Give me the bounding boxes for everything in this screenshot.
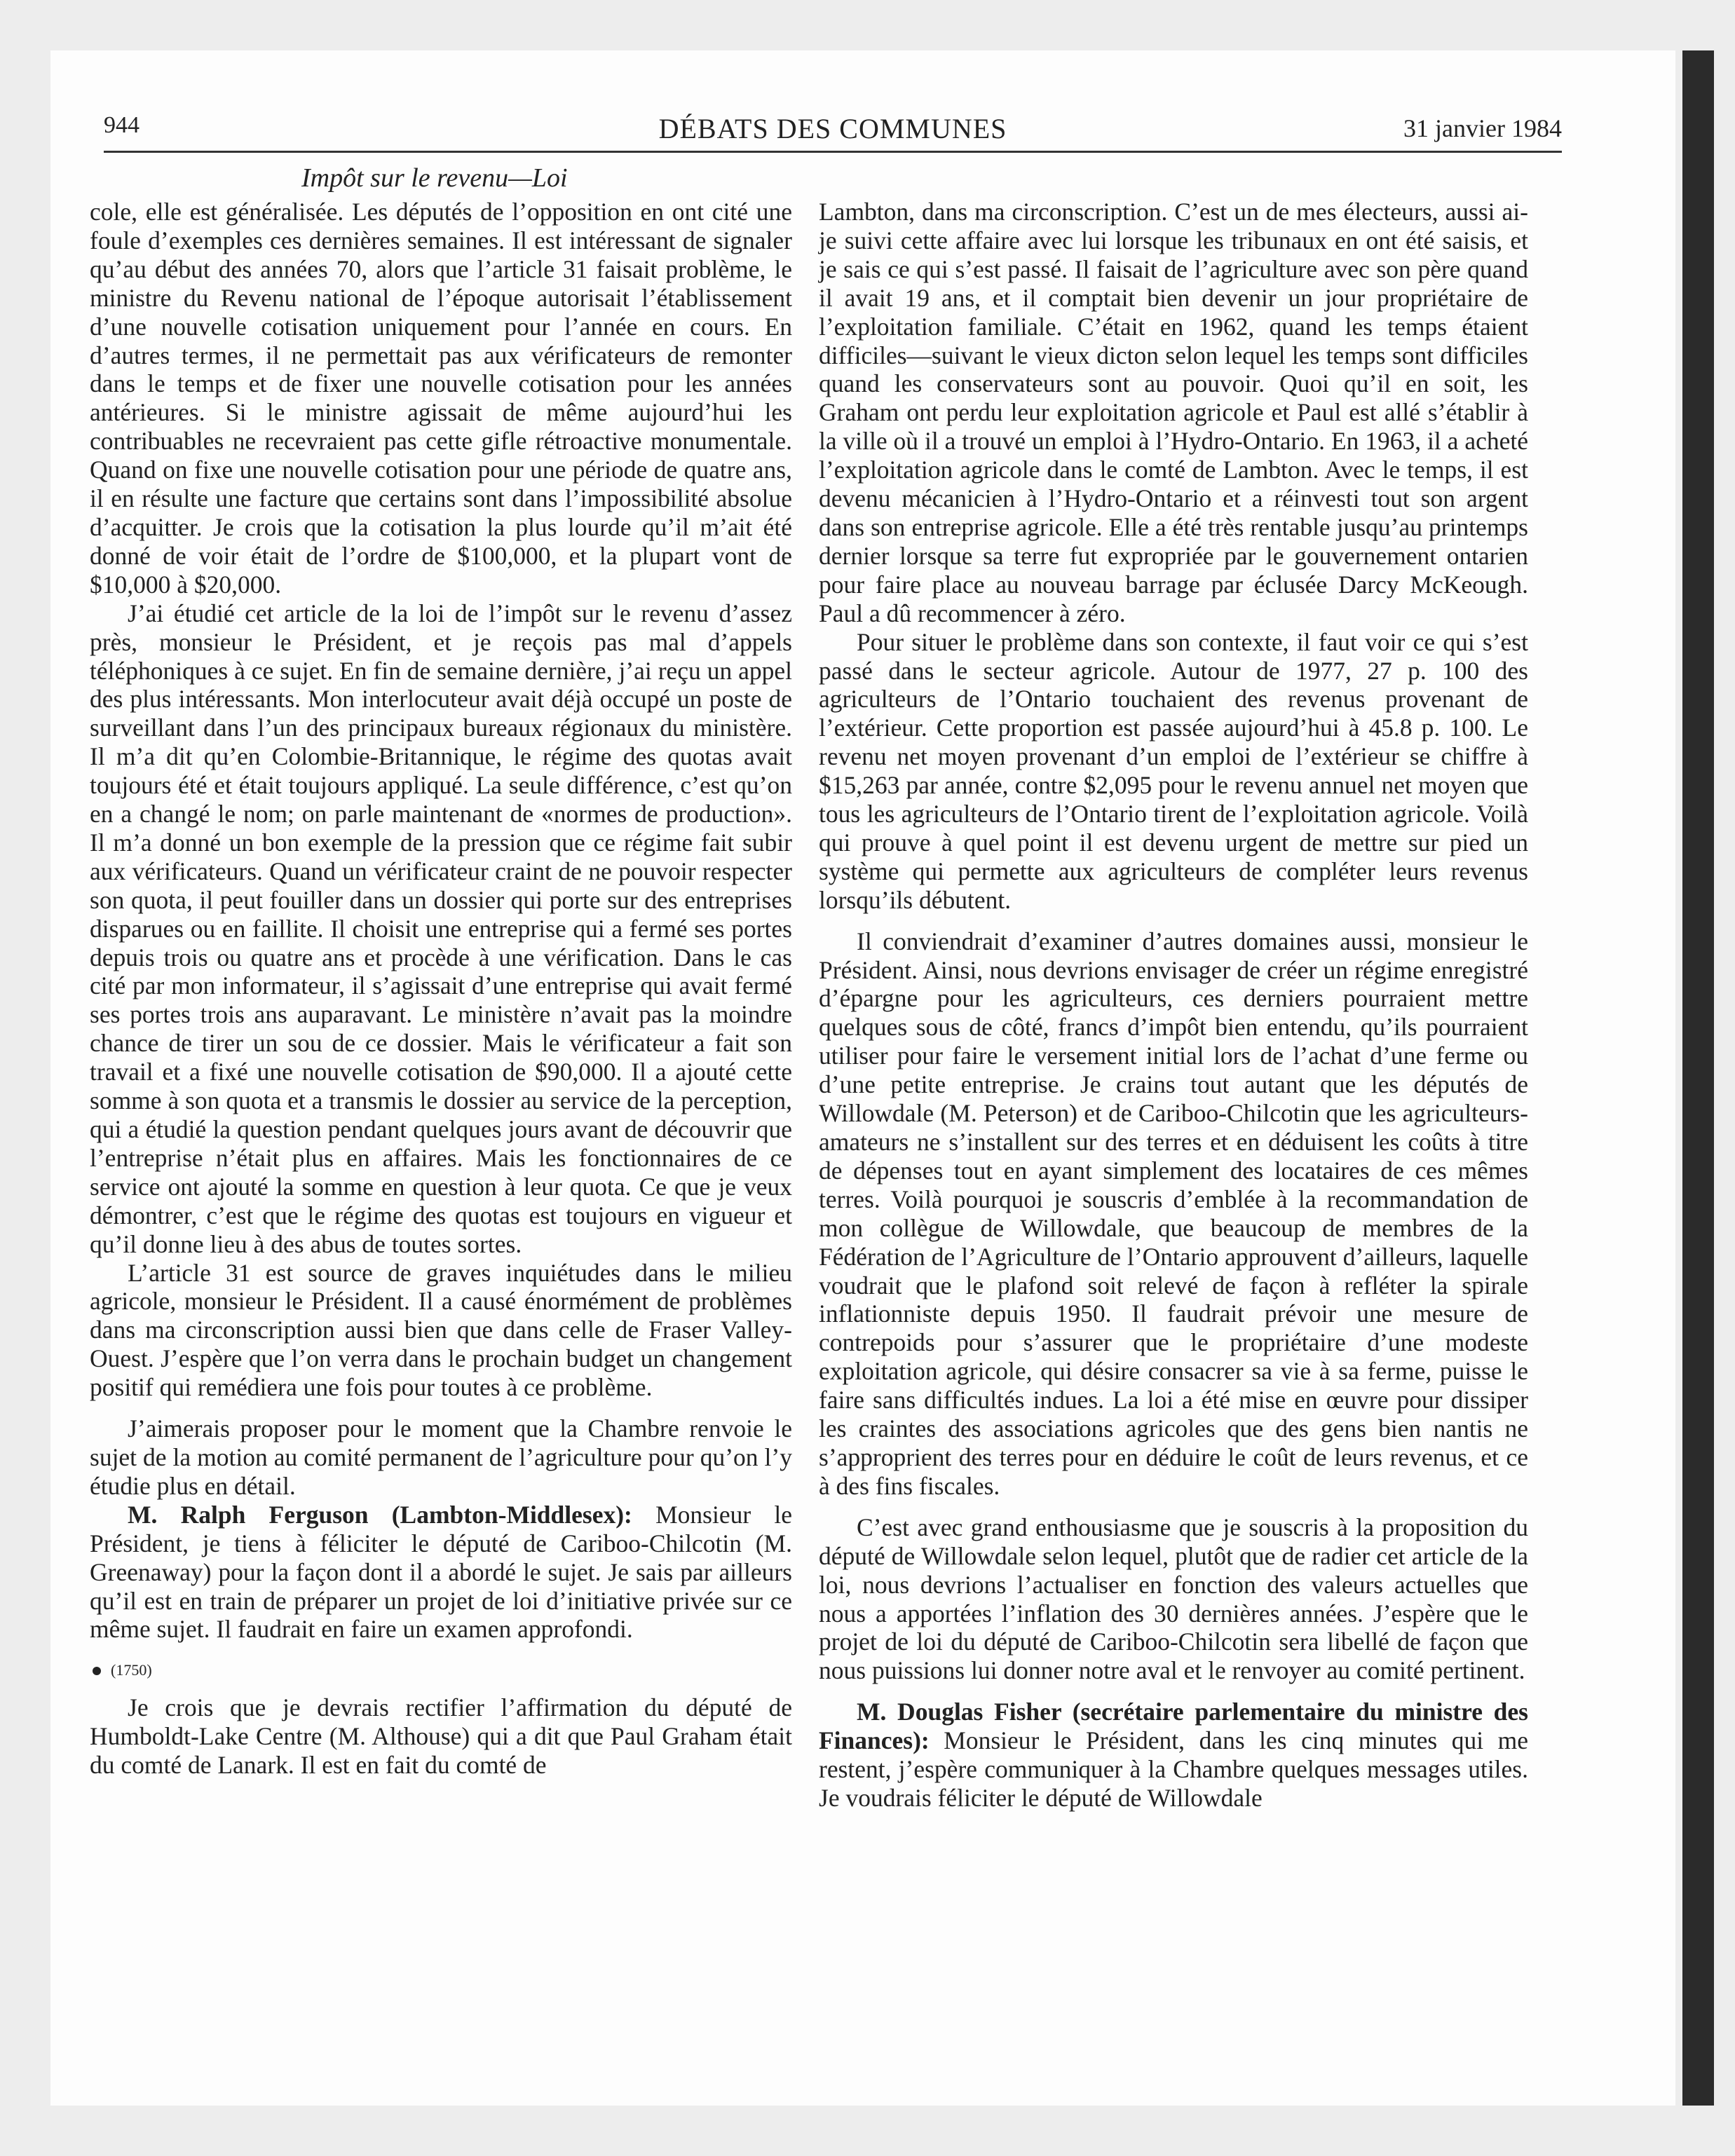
publication-title: DÉBATS DES COMMUNES bbox=[658, 113, 1007, 144]
time-marker-text: (1750) bbox=[111, 1661, 152, 1679]
scan-edge-bar bbox=[1682, 50, 1714, 2106]
paragraph: Pour situer le problème dans son contexte, il faut voir ce qui s’est passé dans le secteur agricole. Autour de 1977, 27 p. 100 des agriculteurs de l’Ontario touchaient des revenus provenant de l’extérieur. Cette proportion est passée aujourd’hui à 45.8 p. 100. Le revenu net moyen provenant d’un emploi de l’extérieur se chiffre à $15,263 par année, contre $2,095 pour le revenu annuel net moyen que tous les agriculteurs de l’Ontario tirent de l’exploitation agricole. Voilà qui prouve à quel point il est devenu urgent de mettre sur pied un système qui permette aux agriculteurs de compléter leurs revenus lorsqu’ils débutent. bbox=[819, 627, 1528, 914]
paragraph: Lambton, dans ma circonscription. C’est un de mes électeurs, aussi ai-je suivi cette affaire avec lui lorsque les tribunaux en ont été saisis, et je sais ce qui s’est passé. Il faisait de l’agriculture avec son père quand il avait 19 ans, et il comptait bien devenir un jour propriétaire de l’exploitation familiale. C’était en 1962, quand les temps étaient difficiles—suivant le vieux dicton selon lequel les temps sont difficiles quand les conservateurs sont au pouvoir. Quoi qu’il en soit, les Graham ont perdu leur exploitation agricole et Paul est allé s’établir à la ville où il a trouvé un emploi à l’Hydro-Ontario. En 1963, il a acheté l’exploitation agricole dans le comté de Lambton. Avec le temps, il est devenu mécanicien à l’Hydro-Ontario et a réinvesti tout son argent dans son entreprise agricole. Elle a été très rentable jusqu’au printemps dernier lorsque sa terre fut expropriée par le gouvernement ontarien pour faire place au nouveau barrage par éclusée Darcy McKeough. Paul a dû recommencer à zéro. bbox=[819, 198, 1528, 627]
speech-paragraph bbox=[90, 1501, 792, 1644]
paragraph: C’est avec grand enthousiasme que je souscris à la proposition du député de Willowdale selon lequel, plutôt que de radier cet article de la loi, nous devrions l’actualiser en fonction des valeurs actuelles que nous a apportées l’inflation des 30 dernières années. J’espère que le projet de loi du député de Cariboo-Chilcotin sera libellé de façon que nous puissions lui donner notre aval et le renvoyer au comité pertinent. bbox=[819, 1513, 1528, 1685]
header-rule bbox=[104, 151, 1562, 153]
time-marker bbox=[90, 1656, 792, 1685]
right-column bbox=[819, 198, 1528, 1813]
page-header bbox=[104, 112, 1562, 147]
paragraph: L’article 31 est source de graves inquiétudes dans le milieu agricole, monsieur le Président. Il a causé énormément de problèmes dans ma circonscription aussi bien que dans celle de Fraser Valley-Ouest. J’espère que l’on verra dans le prochain budget un changement positif qui remédiera une fois pour toutes à ce problème. bbox=[90, 1258, 792, 1402]
section-subtitle: Impôt sur le revenu—Loi bbox=[301, 163, 568, 193]
speech-text: Monsieur le Président, je tiens à féliciter le député de Cariboo-Chilcotin (M. Greenaway) pour la façon dont il a abordé le sujet. Je sais par ailleurs qu’il est en train de préparer un projet de loi d’initiative privée sur ce même sujet. Il faudrait en faire un examen approfondi. bbox=[90, 1500, 792, 1644]
speech-paragraph bbox=[819, 1698, 1528, 1813]
bullet-icon bbox=[93, 1667, 101, 1675]
speech-text: Monsieur le Président, dans les cinq minutes qui me restent, j’espère communiquer à la Chambre quelques messages utiles. Je voudrais féliciter le député de Willowdale bbox=[819, 1726, 1528, 1812]
page-number: 944 bbox=[104, 112, 140, 138]
paragraph: Je crois que je devrais rectifier l’affirmation du député de Humboldt-Lake Centre (M. Althouse) qui a dit que Paul Graham était du comté de Lanark. Il est en fait du comté de bbox=[90, 1693, 792, 1780]
paragraph: Il conviendrait d’examiner d’autres domaines aussi, monsieur le Président. Ainsi, nous devrions envisager de créer un régime enregistré d’épargne pour les agriculteurs, ces derniers pourraient mettre quelques sous de côté, francs d’impôt bien entendu, qu’ils pourraient utiliser pour faire le versement initial lors de l’achat d’une ferme ou d’une petite entreprise. Je crains tout autant que les députés de Willowdale (M. Peterson) et de Cariboo-Chilcotin que les agriculteurs-amateurs ne s’installent sur des terres et en déduisent les coûts à titre de dépenses tout en ayant simplement des locataires de ces mêmes terres. Voilà pourquoi je souscris d’emblée à la recommandation de mon collègue de Willowdale, que beaucoup de membres de la Fédération de l’Agriculture de l’Ontario approuvent d’ailleurs, laquelle voudrait que le plafond soit relevé de façon à refléter la spirale inflationniste depuis 1950. Il faudrait prévoir une mesure de contrepoids pour s’assurer que le propriétaire d’une modeste exploitation agricole, qui désire consacrer sa vie à sa ferme, puisse le faire sans difficultés indues. La loi a été mise en œuvre pour dissiper les craintes des associations agricoles que des gens bien nantis ne s’approprient des terres pour en déduire le coût de leurs revenus, et ce à des fins fiscales. bbox=[819, 927, 1528, 1500]
paragraph: J’aimerais proposer pour le moment que la Chambre renvoie le sujet de la motion au comité permanent de l’agriculture pour qu’on l’y étudie plus en détail. bbox=[90, 1414, 792, 1500]
left-column bbox=[90, 198, 792, 1780]
paragraph: J’ai étudié cet article de la loi de l’impôt sur le revenu d’assez près, monsieur le Président, et je reçois pas mal d’appels téléphoniques à ce sujet. En fin de semaine dernière, j’ai reçu un appel des plus intéressants. Mon interlocuteur avait déjà occupé un poste de surveillant dans l’un des principaux bureaux régionaux du ministère. Il m’a dit qu’en Colombie-Britannique, le régime des quotas avait toujours été et était toujours appliqué. La seule différence, c’est qu’on en a changé le nom; on parle maintenant de «normes de production». Il m’a donné un bon exemple de la pression que ce régime fait subir aux vérificateurs. Quand un vérificateur craint de ne pouvoir respecter son quota, il peut fouiller dans un dossier qui porte sur des entreprises disparues ou en faillite. Il choisit une entreprise qui a fermé ses portes depuis trois ou quatre ans et procède à une vérification. Dans le cas cité par mon informateur, il s’agissait d’une entreprise qui avait fermé ses portes trois ans auparavant. Le ministère n’avait pas la moindre chance de tirer un sou de ce dossier. Mais le vérificateur a fait son travail et a fixé une nouvelle cotisation de $90,000. Il a ajouté cette somme à son quota et a transmis le dossier au service de la perception, qui a étudié la question pendant quelques jours avant de découvrir que l’entreprise n’était plus en affaires. Mais les fonctionnaires de ce service ont ajouté la somme en question à leur quota. Ce que je veux démontrer, c’est que le régime des quotas est toujours en vigueur et qu’il donne lieu à des abus de toutes sortes. bbox=[90, 599, 792, 1258]
header-date: 31 janvier 1984 bbox=[1403, 114, 1562, 142]
speaker-name: M. Douglas Fisher (secrétaire parlementaire du ministre des Finances): bbox=[819, 1698, 1528, 1755]
paragraph: cole, elle est généralisée. Les députés de l’opposition en ont cité une foule d’exemples ces dernières semaines. Il est intéressant de signaler qu’au début des années 70, alors que l’article 31 faisait problème, le ministre du Revenu national de l’époque autorisait l’établissement d’une nouvelle cotisation uniquement pour l’année en cours. En d’autres termes, il ne permettait pas aux vérificateurs de remonter dans le temps et de fixer une nouvelle cotisation pour les années antérieures. Si le ministre agissait de même aujourd’hui les contribuables ne recevraient pas cette gifle rétroactive monumentale. Quand on fixe une nouvelle cotisation pour une période de quatre ans, il en résulte une facture que certains sont dans l’impossibilité absolue d’acquitter. Je crois que la cotisation la plus lourde qu’il m’ait été donné de voir était de l’ordre de $100,000, et la plupart vont de $10,000 à $20,000. bbox=[90, 198, 792, 599]
speaker-name: M. Ralph Ferguson (Lambton-Middlesex): bbox=[128, 1500, 632, 1529]
